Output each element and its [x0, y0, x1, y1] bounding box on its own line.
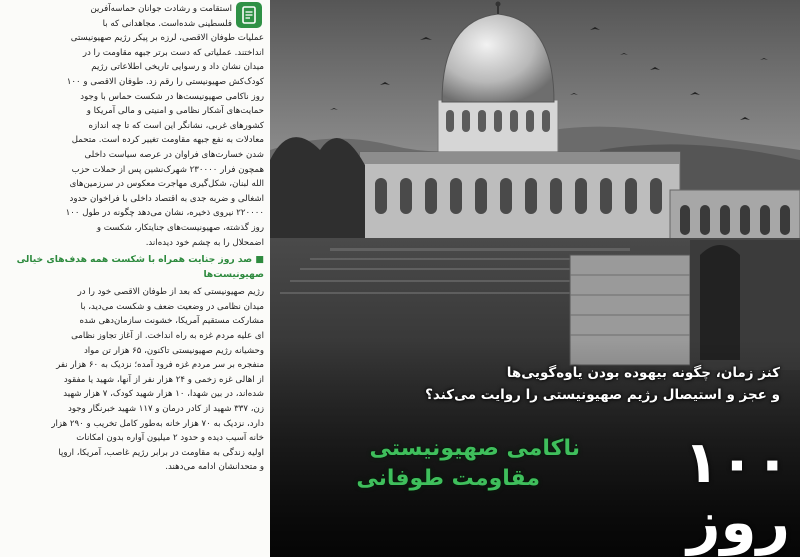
text-line: حمایت‌های آشکار نظامی و امنیتی و مالی آمریکا و	[86, 106, 264, 117]
text-line: منفجره بر سر مردم غزه فرود آمده؛ نزدیک به ۶۰ هزار نفر	[56, 360, 264, 371]
article-column	[0, 0, 270, 557]
document-icon	[236, 2, 262, 28]
text-line: زن، ۳۳۷ شهید از کادر درمان و ۱۱۷ شهید خبرنگار وجود	[68, 404, 264, 415]
text-line: مشارکت مستقیم آمریکا، خشونت سازمان‌دهی شده	[79, 316, 264, 327]
text-line: از اهالی غزه زخمی و ۲۴ هزار نفر از آنها، شهید یا مفقود	[63, 374, 264, 385]
section-subheading	[0, 253, 270, 282]
text-line: الله لبنان، شکل‌گیری مهاجرت معکوس در سرزمین‌های	[69, 179, 264, 190]
text-line: رژیم صهیونیستی که بعد از طوفان الاقصی خود را در	[77, 287, 264, 298]
text-line: ۲۲۰۰۰۰ نیروی ذخیره، نشان می‌دهد چگونه در طول ۱۰۰	[65, 208, 264, 219]
text-line: فلسطینی شده‌است. مجاهدانی که با	[102, 18, 232, 29]
headline-line-1: ناکامی صهیونیستی	[369, 436, 580, 461]
text-line: میدان نشان داد و رسوایی تاریخی اطلاعاتی رژیم	[91, 62, 264, 73]
text-line: و متحدانشان ادامه می‌دهند.	[165, 462, 264, 473]
text-line: وحشیانه رژیم صهیونیستی تاکنون، ۶۵ هزار تن مواد	[83, 345, 264, 356]
headline-line-2: مقاومت طوفانی	[356, 466, 540, 491]
text-line: روز ناکامی صهیونیست‌ها در شکست حماس با وجود	[80, 91, 264, 102]
text-line: انداختند. عملیاتی که دست برتر جبهه مقاومت را در	[82, 47, 264, 58]
feature-photo	[270, 0, 800, 557]
text-line: شده‌اند، در بین شهدا، ۱۰ هزار شهید کودک، ۷ هزار شهید	[63, 389, 264, 400]
text-line: اضمحلال را به چشم خود دیده‌اند.	[145, 237, 264, 248]
text-line: عملیات طوفان الاقصی، لرزه بر پیکر رژیم صهیونیستی	[70, 33, 264, 44]
text-line: همچون فرار ۲۳۰۰۰۰ شهرک‌نشین پس از حملات حزب	[71, 164, 264, 175]
text-line: ای علیه مردم غزه به راه انداخت. از آغاز تجاوز نظامی	[71, 331, 264, 342]
subheading-text: صد روز جنایت همراه با شکست همه هدف‌های خیالی صهیونیست‌ها	[16, 254, 264, 280]
text-line: خانه آسیب دیده و حدود ۲ میلیون آواره بدون امکانات	[76, 433, 264, 444]
text-line: اشغالی و ضربه جدی به اقتصاد داخلی با فراخوان حدود	[69, 193, 264, 204]
caption-line-1: کنز زمان، چگونه بیهوده بودن یاوه‌گویی‌ها	[506, 365, 780, 381]
text-line: معادلات به نفع جبهه مقاومت تغییر کرده است. متحمل	[71, 135, 264, 146]
headline-100-days: ۱۰۰ روز	[683, 428, 790, 556]
article-paragraph-2	[0, 285, 270, 475]
text-line: کودک‌کش صهیونیستی را رقم زد. طوفان الاقصی و ۱۰۰	[66, 76, 264, 87]
bullet-marker: ■	[252, 254, 264, 266]
text-line: شدن خسارت‌های فراوان در عرصه سیاست داخلی	[84, 149, 264, 160]
text-line: استقامت و رشادت جوانان حماسه‌آفرین	[90, 4, 232, 14]
text-line: اولیه زندگی به مقاومت در برابر رژیم غاصب، آمریکا، اروپا	[58, 447, 264, 458]
caption-line-2: و عجز و استیصال رژیم صهیونیستی را روایت می‌کند؟	[425, 387, 780, 403]
feature-caption	[300, 362, 780, 406]
text-line: دارد، نزدیک به ۷۰ هزار خانه به‌طور کامل تخریب و ۲۹۰ هزار	[51, 418, 264, 429]
text-line: میدان نظامی در وضعیت ضعف و شکست می‌دید، با	[80, 301, 264, 312]
text-line: روز گذشته، صهیونیست‌های جنایتکار، شکست و	[96, 222, 264, 233]
text-line: کشورهای غربی، نشانگر این است که تا چه اندازه	[88, 120, 264, 131]
headline-title	[310, 434, 580, 494]
article-paragraph-1	[0, 2, 270, 250]
